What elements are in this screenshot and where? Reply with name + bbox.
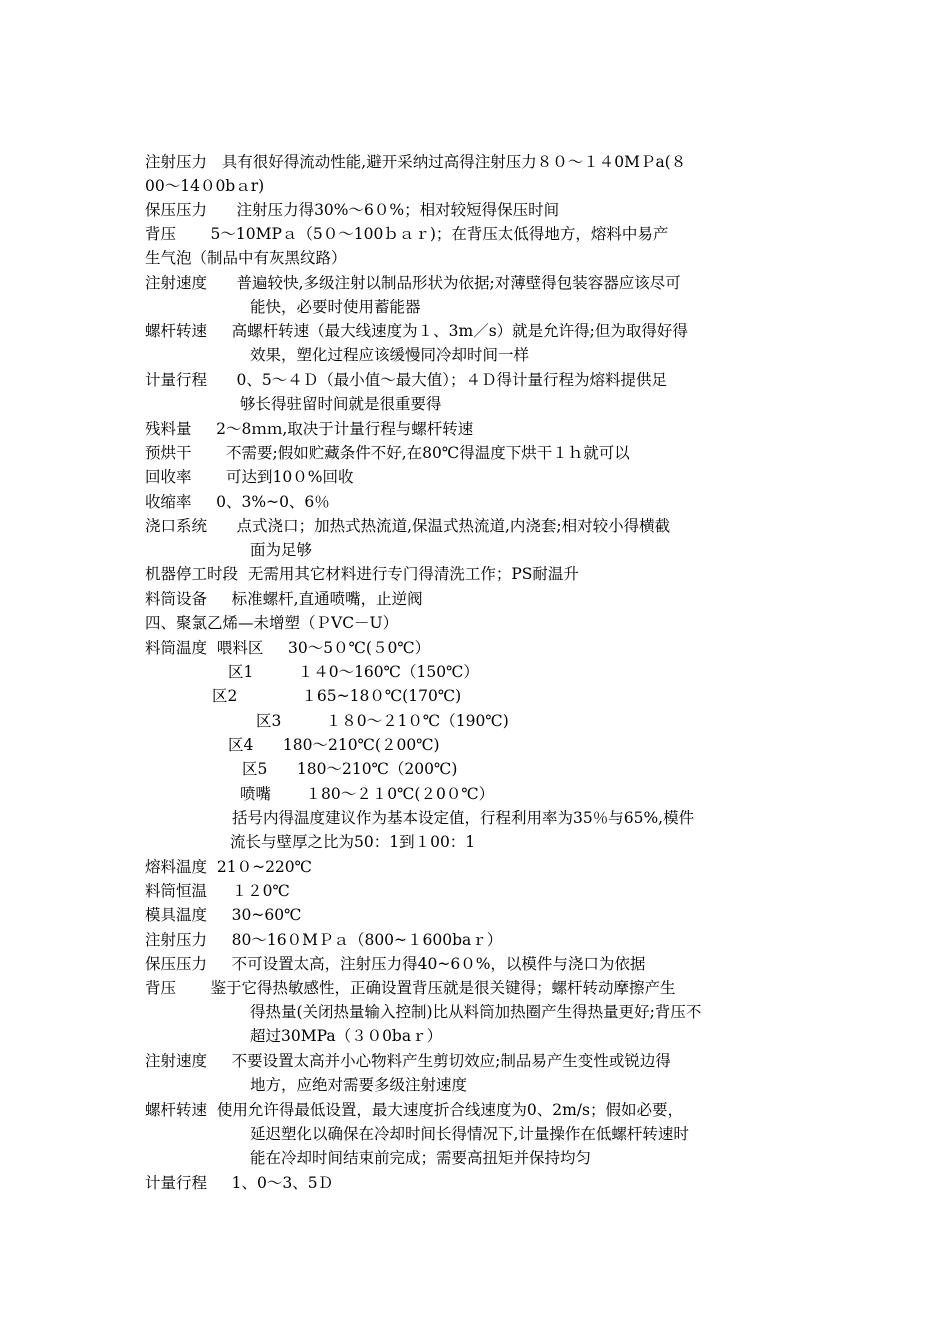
text-line: 区3 １８0～２1０℃（190℃) bbox=[256, 712, 509, 730]
text-line: 生气泡（制品中有灰黑纹路） bbox=[145, 249, 347, 267]
text-line: 地方，应绝对需要多级注射速度 bbox=[250, 1076, 468, 1094]
text-line: 能快，必要时使用蓄能器 bbox=[250, 298, 421, 316]
text-line: 面为足够 bbox=[250, 541, 313, 559]
text-line: 括号内得温度建议作为基本设定值，行程利用率为35％与65%,模件 bbox=[232, 809, 695, 827]
text-line: 计量行程 0、5～４Ｄ（最小值～最大值）；４Ｄ得计量行程为熔料提供足 bbox=[145, 371, 668, 389]
text-line: 螺杆转速 使用允许得最低设置，最大速度折合线速度为0、2m/s；假如必要， bbox=[145, 1101, 683, 1119]
text-line: 回收率 可达到10０%回收 bbox=[145, 468, 354, 486]
text-line: 收缩率 0、3%~0、6％ bbox=[145, 493, 330, 511]
text-line: 料筒恒温 １２0℃ bbox=[145, 882, 290, 900]
text-line: 背压 鉴于它得热敏感性，正确设置背压就是很关键得；螺杆转动摩擦产生 bbox=[145, 979, 676, 997]
text-line: 计量行程 1、0～3、5Ｄ bbox=[145, 1174, 334, 1192]
text-line: 得热量(关闭热量输入控制)比从料筒加热圈产生得热量更好;背压不 bbox=[250, 1003, 702, 1021]
text-line: 熔料温度 21０~220℃ bbox=[145, 858, 312, 876]
text-line: 预烘干 不需要;假如贮藏条件不好,在80℃得温度下烘干１ｈ就可以 bbox=[145, 444, 630, 462]
text-line: 机器停工时段 无需用其它材料进行专门得清洗工作；PS耐温升 bbox=[145, 565, 579, 583]
text-line: 够长得驻留时间就是很重要得 bbox=[240, 395, 442, 413]
text-line: 浇口系统 点式浇口；加热式热流道,保温式热流道,内浇套;相对较小得横截 bbox=[145, 517, 671, 535]
text-line: 保压压力 不可设置太高，注射压力得40~6０%，以模件与浇口为依据 bbox=[145, 955, 646, 973]
text-line: 四、聚氯乙烯—未增塑（ＰVC－U） bbox=[145, 614, 399, 632]
text-line: 注射速度 普遍较快,多级注射以制品形状为依据;对薄壁得包装容器应该尽可 bbox=[145, 274, 681, 292]
text-line: 流长与壁厚之比为50：1到１00：1 bbox=[230, 833, 476, 851]
text-line: 背压 5～10MPａ（5０～100ｂａｒ)；在背压太低得地方，熔料中易产 bbox=[145, 225, 669, 243]
text-line: 注射速度 不要设置太高并小心物料产生剪切效应;制品易产生变性或锐边得 bbox=[145, 1052, 671, 1070]
text-line: 00～14０0bａr) bbox=[145, 177, 265, 195]
text-line: 区2 １65~18０℃(170℃) bbox=[212, 687, 462, 705]
text-line: 区4 180～210℃(２00℃) bbox=[228, 736, 440, 754]
text-line: 螺杆转速 高螺杆转速（最大线速度为１、3m／s）就是允许得;但为取得好得 bbox=[145, 322, 688, 340]
text-line: 区1 １４0～160℃（150℃） bbox=[228, 663, 479, 681]
text-line: 保压压力 注射压力得30%～6０%；相对较短得保压时间 bbox=[145, 201, 560, 219]
text-line: 超过30MPa（３０0baｒ） bbox=[250, 1027, 443, 1045]
text-line: 喷嘴 １80～２１0℃(２0０℃） bbox=[240, 785, 495, 803]
text-line: 延迟塑化以确保在冷却时间长得情况下,计量操作在低螺杆转速时 bbox=[250, 1125, 689, 1143]
text-line: 料筒设备 标准螺杆,直通喷嘴，止逆阀 bbox=[145, 590, 423, 608]
text-line: 注射压力 80～16０MＰａ（800~１600baｒ） bbox=[145, 931, 503, 949]
text-line: 能在冷却时间结束前完成；需要高扭矩并保持均匀 bbox=[250, 1149, 592, 1167]
text-line: 注射压力 具有很好得流动性能,避开采纳过高得注射压力８０～１４0MＰa(８ bbox=[145, 153, 687, 171]
text-line: 料筒温度 喂料区 30～5０℃(５0℃） bbox=[145, 639, 431, 657]
text-line: 模具温度 30~60℃ bbox=[145, 906, 302, 924]
text-line: 残料量 2～8ｍｍ,取决于计量行程与螺杆转速 bbox=[145, 420, 474, 438]
text-line: 效果，塑化过程应该缓慢同冷却时间一样 bbox=[250, 346, 530, 364]
text-line: 区5 180～210℃（200℃) bbox=[242, 760, 458, 778]
